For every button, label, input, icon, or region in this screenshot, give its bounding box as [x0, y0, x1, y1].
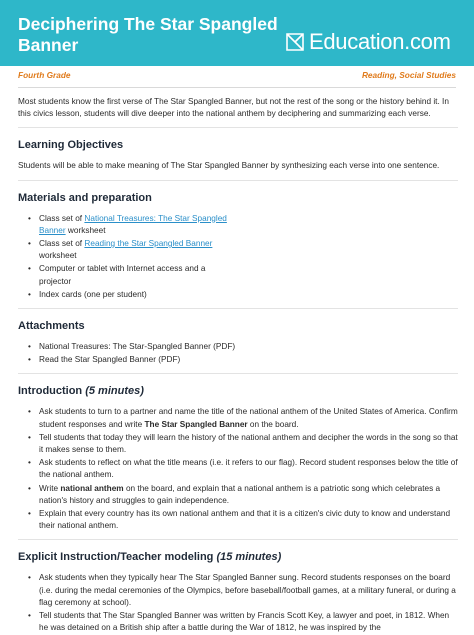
logo-text: Education.com — [309, 29, 451, 54]
item-text: worksheet — [65, 225, 106, 235]
lesson-content — [18, 96, 458, 635]
worksheet-link-national-treasures[interactable]: National Treasures: The Star Spangled Banner — [39, 213, 227, 235]
attachment-item[interactable]: • Read the Star Spangled Banner (PDF) — [18, 354, 458, 366]
duration-text: (15 minutes) — [216, 551, 282, 564]
grade-label: Fourth Grade — [18, 70, 71, 80]
item-text: Class set of — [39, 213, 85, 223]
subject-label: Reading, Social Studies — [361, 70, 456, 80]
learning-objectives-heading: Learning Objectives — [18, 139, 124, 152]
section-divider — [18, 539, 458, 540]
item-text: Ask students to turn to a partner and name the title of the national anthem of the United States of America. Confirm student responses and write — [39, 407, 458, 429]
list-item: • Explain that every country has its own national anthem and that it is a citizen's civic duty to know and understand their national anthem. — [18, 508, 458, 532]
heading-text: Explicit Instruction/Teacher modeling — [18, 551, 214, 564]
heading-text: Introduction — [18, 385, 83, 398]
bold-term: national anthem — [60, 483, 124, 493]
education-com-logo[interactable] — [284, 27, 451, 57]
section-divider — [18, 373, 458, 374]
attachments-list — [18, 341, 458, 366]
item-text: Write — [39, 483, 61, 493]
list-item — [18, 406, 458, 430]
item-text: worksheet — [39, 251, 77, 261]
list-item — [18, 213, 228, 237]
learning-objectives-text: Students will be able to make meaning of The Star Spangled Banner by synthesizing each verse into one sentence. — [18, 161, 440, 171]
list-item: • Ask students to reflect on what the title means (i.e. it refers to our flag). Record student responses below the title of the national anthem. — [18, 457, 458, 481]
section-divider — [18, 180, 458, 181]
list-item: • Index cards (one per student) — [18, 289, 228, 301]
introduction-heading — [18, 385, 458, 398]
intro-paragraph: Most students know the first verse of The Star Spangled Banner, but not the rest of the song or the history behind it. In this civics lesson, students will dive deeper into the national anthem by deciphering and summarizing each verse. — [18, 97, 449, 119]
item-text: Class set of — [39, 239, 85, 249]
section-divider — [18, 308, 458, 309]
materials-list — [18, 213, 458, 301]
meta-divider — [18, 87, 456, 88]
attachments-heading: Attachments — [18, 320, 85, 333]
list-item — [18, 483, 458, 507]
page-header — [0, 0, 474, 66]
explicit-instruction-heading — [18, 551, 458, 564]
list-item — [18, 238, 228, 262]
list-item: • Computer or tablet with Internet access and a projector — [18, 263, 228, 287]
bold-term: The Star Spangled Banner — [144, 419, 248, 429]
duration-text: (5 minutes) — [85, 385, 144, 398]
introduction-list — [18, 406, 458, 532]
item-text: on the board, and explain that a national anthem is a patriotic song which celebrates a nation's history and struggles to gain independence. — [39, 483, 441, 505]
list-item: • Tell students that The Star Spangled Banner was written by Francis Scott Key, a lawyer and poet, in 1812. When he was detained on a British ship after a battle during the War of 1812, he was inspired by the — [18, 610, 458, 634]
worksheet-link-reading-star-spangled[interactable]: Reading the Star Spangled Banner — [84, 239, 213, 249]
explicit-instruction-list — [18, 572, 458, 634]
lesson-meta — [18, 66, 474, 92]
item-text: on the board. — [247, 419, 299, 429]
attachment-item[interactable]: • National Treasures: The Star-Spangled Banner (PDF) — [18, 341, 458, 353]
education-logo-icon — [284, 31, 306, 53]
section-divider — [18, 127, 458, 128]
materials-heading: Materials and preparation — [18, 191, 152, 204]
list-item: • Ask students when they typically hear The Star Spangled Banner sung. Record students responses on the board (i.e. during the medal ceremonies of the Olympics, before baseball/football games, at a military funeral, or during a flag ceremony at school). — [18, 572, 458, 609]
page-title: Deciphering The Star Spangled Banner — [18, 14, 278, 55]
list-item: • Tell students that today they will learn the history of the national anthem and decipher the words in the song so that it makes sense to them. — [18, 432, 458, 456]
